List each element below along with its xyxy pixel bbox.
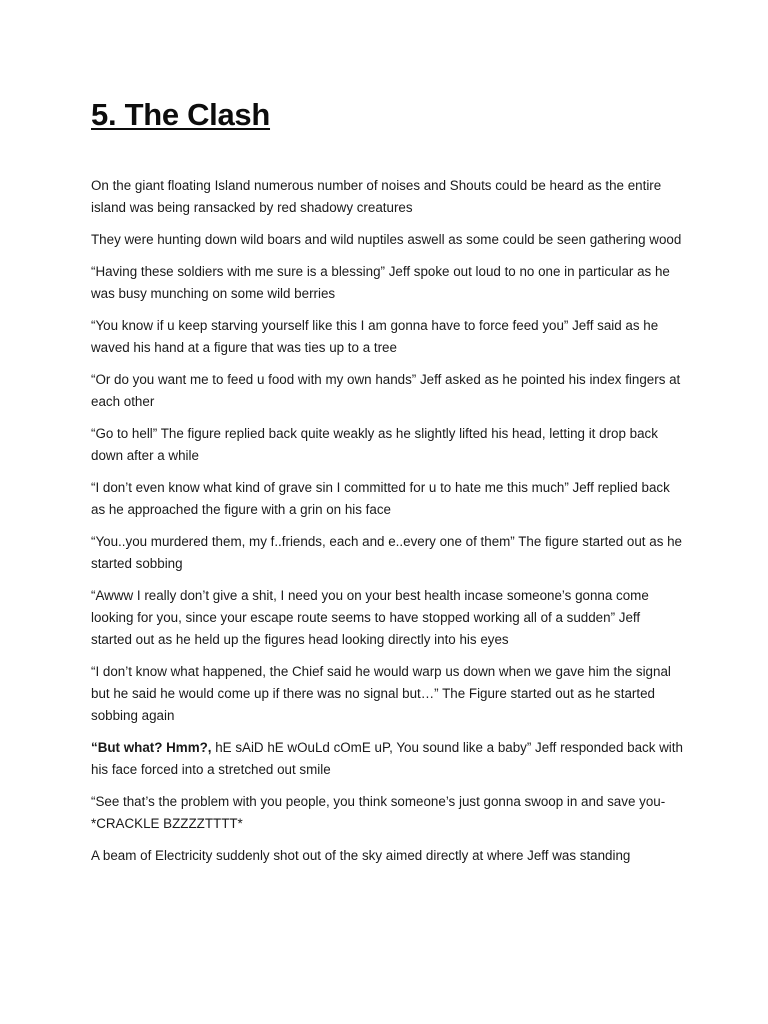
- paragraph: On the giant floating Island numerous number of noises and Shouts could be heard as the entire island was being ransacked by red shadowy creatures: [91, 178, 662, 215]
- bold-dialogue: “But what? Hmm?,: [91, 740, 212, 755]
- paragraph: “Awww I really don’t give a shit, I need you on your best health incase someone’s gonna come looking for you, since your escape route seems to have stopped working all of a sudden” Jeff started out as he held up the figures head looking directly into his eyes: [91, 588, 649, 647]
- paragraph-mixed: [91, 737, 683, 781]
- chapter-title: 5. The Clash: [91, 97, 271, 132]
- paragraph: “Having these soldiers with me sure is a blessing” Jeff spoke out loud to no one in particular as he was busy munching on some wild berries: [91, 264, 670, 301]
- chapter-body: [91, 175, 683, 867]
- paragraph: A beam of Electricity suddenly shot out of the sky aimed directly at where Jeff was standing: [91, 848, 631, 863]
- paragraph: They were hunting down wild boars and wild nuptiles aswell as some could be seen gathering wood: [91, 232, 682, 247]
- paragraph: “You..you murdered them, my f..friends, each and e..every one of them” The figure started out as he started sobbing: [91, 534, 682, 571]
- paragraph: “Or do you want me to feed u food with my own hands” Jeff asked as he pointed his index fingers at each other: [91, 372, 681, 409]
- paragraph: “You know if u keep starving yourself like this I am gonna have to force feed you” Jeff said as he waved his hand at a figure that was ties up to a tree: [91, 318, 659, 355]
- document-page: [91, 96, 683, 877]
- paragraph: “See that’s the problem with you people, you think someone’s just gonna swoop in and save you- *CRACKLE BZZZZTTTT*: [91, 794, 666, 831]
- paragraph: “I don’t know what happened, the Chief said he would warp us down when we gave him the signal but he said he would come up if there was no signal but…” The Figure started out as he started sobbing again: [91, 664, 671, 723]
- paragraph: “Go to hell” The figure replied back quite weakly as he slightly lifted his head, letting it drop back down after a while: [91, 426, 658, 463]
- dialogue-rest: hE sAiD hE wOuLd cOmE uP, You sound like a baby” Jeff responded back with his face forced into a stretched out smile: [91, 740, 683, 777]
- paragraph: “I don’t even know what kind of grave sin I committed for u to hate me this much” Jeff replied back as he approached the figure with a grin on his face: [91, 480, 670, 517]
